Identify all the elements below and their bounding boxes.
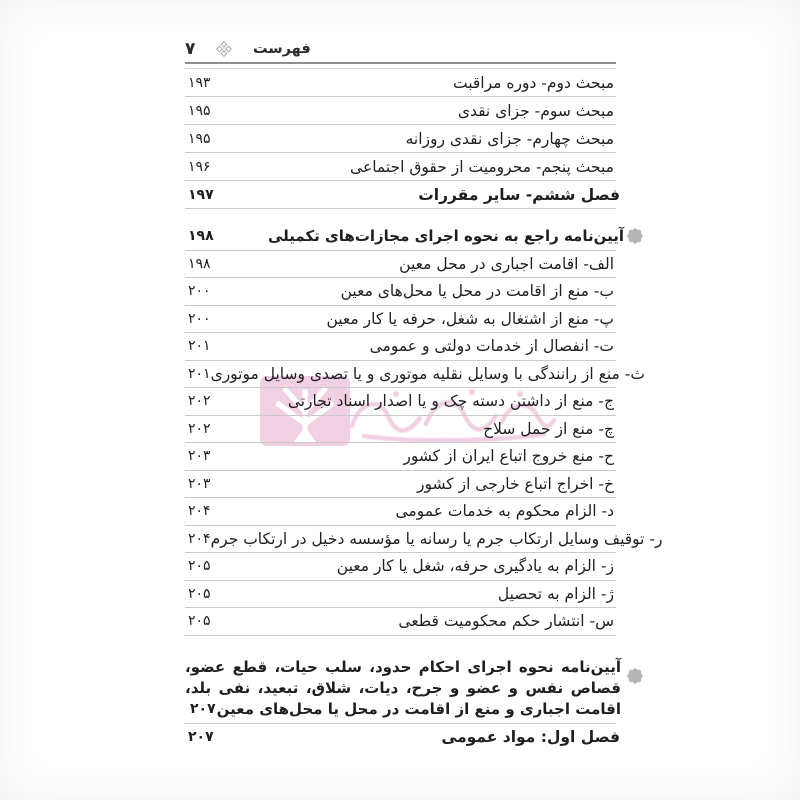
flower-bullet-icon — [627, 228, 643, 244]
toc-row — [185, 69, 616, 97]
toc-entry-title: آیین‌نامه نحوه اجرای احکام حدود، سلب حیات، قطع عضو، قصاص نفس و عضو و جرح، دیات، شلاق، تبعید، نفی بلد، اقامت اجباری و منع از اقامت در محل یا محل‌های معین — [185, 657, 621, 718]
toc-entry-title: آیین‌نامه راجع به نحوه اجرای مجازات‌های تکمیلی — [267, 227, 624, 246]
diamond-ornament-icon — [216, 41, 232, 57]
toc-entry-title: ت- انفصال از خدمات دولتی و عمومی — [369, 337, 614, 356]
toc-page-number: ۲۰۳ — [188, 448, 211, 465]
toc-entry-title: مبحث دوم- دوره مراقبت — [452, 73, 614, 92]
toc-row — [185, 471, 616, 499]
toc-entry-title: مبحث پنجم- محرومیت از حقوق اجتماعی — [350, 157, 614, 176]
toc-entry-title: ج- منع از داشتن دسته چک و یا اصدار اسناد تجارتی — [287, 392, 614, 411]
toc-row — [185, 553, 616, 581]
toc-entry-title: مبحث سوم- جزای نقدی — [457, 101, 614, 120]
toc-row — [185, 153, 616, 181]
toc-entry-title: ز- الزام به یادگیری حرفه، شغل یا کار معین — [336, 557, 614, 576]
toc-page-number: ۱۹۸ — [188, 228, 214, 245]
toc-row — [185, 724, 620, 751]
toc-section-penalties — [185, 69, 620, 209]
toc-entry-title: ژ- الزام به تحصیل — [497, 584, 614, 603]
toc-page-number: ۲۰۳ — [188, 475, 211, 492]
toc-page-number: ۱۹۸ — [188, 255, 211, 272]
toc-entry-title: چ- منع از حمل سلاح — [483, 419, 614, 438]
toc-row — [185, 251, 616, 279]
toc-entry-title: مبحث چهارم- جزای نقدی روزانه — [405, 129, 614, 148]
toc-page-number: ۲۰۲ — [188, 393, 211, 410]
toc-page-number: ۲۰۱ — [188, 365, 211, 382]
header-rule — [185, 62, 616, 69]
toc-entry-title: د- الزام محکوم به خدمات عمومی — [395, 502, 614, 521]
toc-entry-title: فصل ششم- سایر مقررات — [418, 185, 620, 204]
running-header — [185, 36, 643, 62]
toc-entry-title: ح- منع خروج اتباع ایران از کشور — [403, 447, 614, 466]
toc-page-number: ۱۹۶ — [188, 158, 211, 175]
toc-regulation-row — [185, 223, 624, 251]
toc-row — [185, 443, 616, 471]
toc-page-number: ۲۰۰ — [188, 283, 211, 300]
toc-page-number: ۲۰۲ — [188, 420, 211, 437]
toc-entry-title: ث- منع از رانندگی با وسایل نقلیه موتوری و یا تصدی وسایل موتوری — [210, 364, 645, 383]
toc-page-number: ۲۰۵ — [188, 613, 211, 630]
toc-row — [185, 498, 616, 526]
toc-row — [185, 416, 616, 444]
toc-row — [185, 608, 616, 636]
toc-section-supplementary-regulation — [185, 223, 663, 636]
flower-bullet-icon — [627, 668, 643, 684]
toc-regulation-row — [185, 655, 621, 724]
toc-row — [185, 333, 616, 361]
toc-page-number: ۱۹۵ — [188, 102, 211, 119]
toc-row — [185, 388, 616, 416]
toc-page-number: ۲۰۷ — [188, 729, 214, 745]
toc-page-number: ۲۰۴ — [188, 530, 211, 547]
toc-page-number: ۲۰۴ — [188, 503, 211, 520]
toc-row — [185, 526, 663, 554]
toc-row — [185, 97, 616, 125]
toc-page — [185, 0, 663, 751]
toc-entry-title: س- انتشار حکم محکومیت قطعی — [398, 612, 614, 631]
toc-page-number: ۲۰۱ — [188, 338, 211, 355]
toc-row — [185, 361, 645, 389]
toc-row — [185, 278, 616, 306]
toc-section-hudud-regulation — [185, 655, 621, 751]
toc-page-number: ۱۹۳ — [188, 74, 211, 91]
running-header-title: فهرست — [253, 41, 311, 57]
toc-page-number: ۲۰۷ — [190, 700, 216, 717]
toc-entry-title: ر- توقیف وسایل ارتکاب جرم یا رسانه یا مؤسسه دخیل در ارتکاب جرم — [210, 529, 663, 548]
toc-entry-title: پ- منع از اشتغال به شغل، حرفه یا کار معین — [326, 309, 614, 328]
toc-entry-title: خ- اخراج اتباع خارجی از کشور — [416, 474, 614, 493]
folio-page-number: ۷ — [185, 39, 196, 59]
toc-entry-title: ب- منع از اقامت در محل یا محل‌های معین — [340, 282, 614, 301]
toc-page-number: ۱۹۷ — [188, 186, 214, 203]
toc-page-number: ۱۹۵ — [188, 130, 211, 147]
toc-row — [185, 306, 616, 334]
toc-row — [185, 581, 616, 609]
toc-page-number: ۲۰۵ — [188, 585, 211, 602]
toc-row — [185, 181, 620, 209]
toc-page-number: ۲۰۰ — [188, 310, 211, 327]
toc-row — [185, 125, 616, 153]
toc-entry-title: فصل اول: مواد عمومی — [441, 728, 620, 746]
toc-page-number: ۲۰۵ — [188, 558, 211, 575]
toc-entry-title: الف- اقامت اجباری در محل معین — [399, 254, 614, 273]
